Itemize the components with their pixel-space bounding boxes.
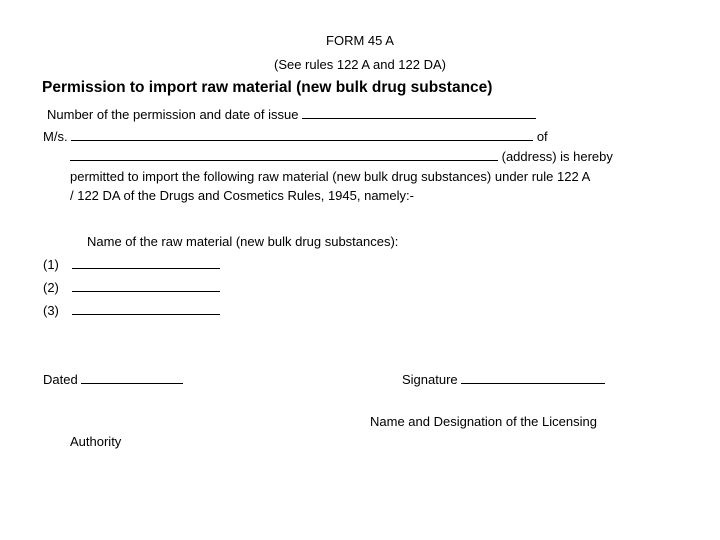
- address-line: [70, 149, 613, 165]
- material-field[interactable]: [72, 257, 220, 269]
- dated-label: Dated: [43, 372, 78, 387]
- ms-line: [43, 129, 548, 145]
- firm-name-field[interactable]: [71, 129, 533, 141]
- material-item-label: (1): [43, 257, 59, 272]
- form-number: FORM 45 A: [326, 33, 394, 48]
- dated-line: [43, 372, 183, 388]
- signature-line: [402, 372, 605, 388]
- material-item: [43, 280, 220, 296]
- address-text: (address) is hereby: [501, 149, 613, 164]
- permitted-text: permitted to import the following raw material (new bulk drug substances) under rule 122 A: [70, 169, 591, 184]
- form-title: Permission to import raw material (new bulk drug substance): [42, 79, 493, 96]
- permission-number-line: [47, 107, 536, 123]
- material-field[interactable]: [72, 280, 220, 292]
- designation-label: Name and Designation of the Licensing: [370, 414, 597, 429]
- signature-field[interactable]: [461, 372, 605, 384]
- rules-text: / 122 DA of the Drugs and Cosmetics Rules, 1945, namely:-: [70, 188, 414, 203]
- ms-label: M/s.: [43, 129, 68, 144]
- signature-label: Signature: [402, 372, 458, 387]
- date-field[interactable]: [81, 372, 183, 384]
- materials-heading: Name of the raw material (new bulk drug substances):: [87, 234, 399, 249]
- authority-label: Authority: [70, 434, 122, 449]
- permission-number-field[interactable]: [302, 107, 536, 119]
- permission-number-label: Number of the permission and date of issue: [47, 107, 299, 122]
- address-field[interactable]: [70, 149, 498, 161]
- material-field[interactable]: [72, 303, 220, 315]
- of-label: of: [536, 129, 548, 144]
- material-item-label: (3): [43, 303, 59, 318]
- material-item-label: (2): [43, 280, 59, 295]
- rules-reference: (See rules 122 A and 122 DA): [273, 57, 446, 72]
- material-item: [43, 257, 220, 273]
- material-item: [43, 303, 220, 319]
